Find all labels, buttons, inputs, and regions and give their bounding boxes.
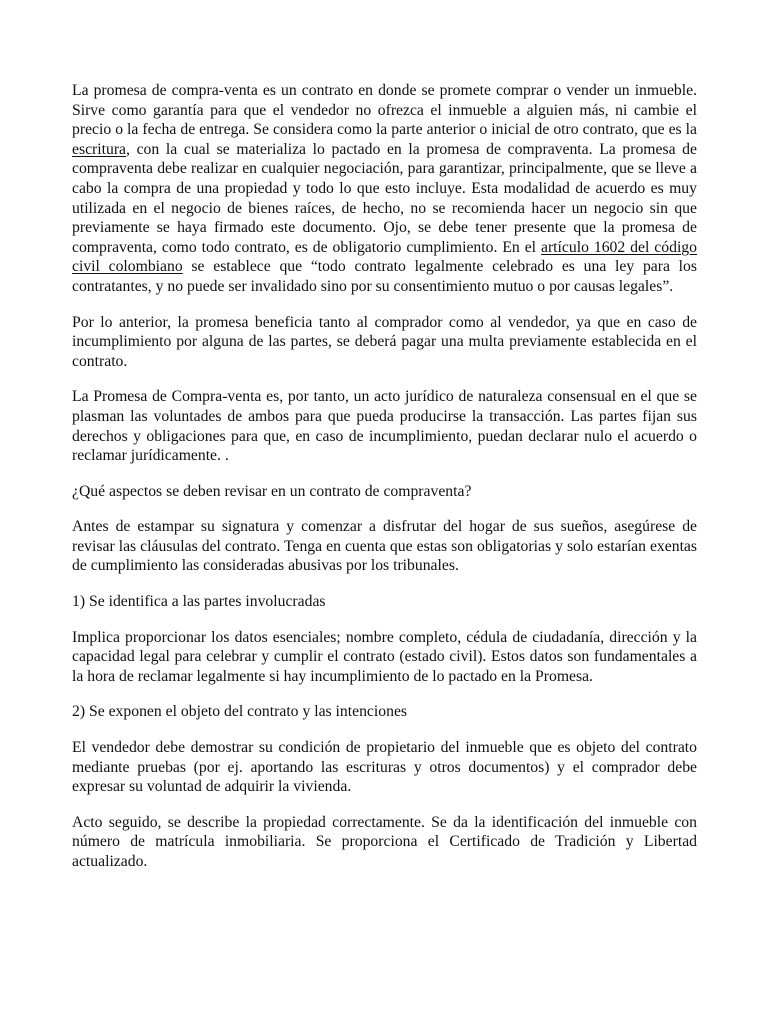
escritura-link[interactable]: escritura <box>72 140 127 158</box>
paragraph-identify-parties: Implica proporcionar los datos esenciales; nombre completo, cédula de ciudadanía, dirección y la capacidad legal para celebrar y cumplir el contrato (estado civil). Estos datos son fundamentales a la hora de reclamar legalmente si hay incumplimiento de lo pactado en la Promesa. <box>72 628 697 685</box>
section-question: ¿Qué aspectos se deben revisar en un contrato de compraventa? <box>72 482 472 500</box>
paragraph-intro <box>72 81 697 297</box>
paragraph-intro-text-c: se establece que “todo contrato legalmente celebrado es una ley para los contratantes, y no puede ser invalidado sino por su consentimiento mutuo o por causas legales”. <box>72 258 697 295</box>
heading-identify-parties: 1) Se identifica a las partes involucradas <box>72 593 326 611</box>
heading-contract-object: 2) Se exponen el objeto del contrato y las intenciones <box>72 703 408 721</box>
paragraph-intro-text-a: La promesa de compra-venta es un contrato en donde se promete comprar o vender un inmueble. Sirve como garantía para que el vendedor no ofrezca el inmueble a alguien más, ni cambie el precio o la fecha de entrega. Se considera como la parte anterior o inicial de otro contrato, que es la <box>72 82 697 139</box>
paragraph-review-clauses: Antes de estampar su signatura y comenzar a disfrutar del hogar de sus sueños, asegúrese de revisar las cláusulas del contrato. Tenga en cuenta que estas son obligatorias y solo estarían exentas de cumplimiento las consideradas abusivas por los tribunales. <box>72 518 697 575</box>
civil-code-article-link[interactable]: artículo 1602 del código civil colombiano <box>72 238 697 276</box>
paragraph-contract-object: El vendedor debe demostrar su condición de propietario del inmueble que es objeto del contrato mediante pruebas (por ej. aportando las escrituras y otros documentos) y el comprador debe expresar su voluntad de adquirir la vivienda. <box>72 739 697 796</box>
paragraph-property-description: Acto seguido, se describe la propiedad correctamente. Se da la identificación del inmueble con número de matrícula inmobiliaria. Se proporciona el Certificado de Tradición y Libertad actualizado. <box>72 813 697 870</box>
paragraph-benefit: Por lo anterior, la promesa beneficia tanto al comprador como al vendedor, ya que en caso de incumplimiento por alguna de las partes, se deberá pagar una multa previamente establecida en el contrato. <box>72 313 697 370</box>
document-body <box>72 81 697 872</box>
paragraph-intro-text-b: , con la cual se materializa lo pactado en la promesa de compraventa. La promesa de compraventa debe realizar en cualquier negociación, para garantizar, principalmente, que se lleve a cabo la compra de una propiedad y todo lo que esto incluye. Esta modalidad de acuerdo es muy utilizada en el negocio de bienes raíces, de hecho, no se recomienda hacer un negocio sin que previamente se haya firmado este documento. Ojo, se debe tener presente que la promesa de compraventa, como todo contrato, es de obligatorio cumplimiento. En el <box>72 140 697 256</box>
paragraph-legal-act: La Promesa de Compra-venta es, por tanto, un acto jurídico de naturaleza consensual en el que se plasman las voluntades de ambos para que pueda producirse la transacción. Las partes fijan sus derechos y obligaciones para que, en caso de incumplimiento, puedan declarar nulo el acuerdo o reclamar jurídicamente. . <box>72 388 697 465</box>
